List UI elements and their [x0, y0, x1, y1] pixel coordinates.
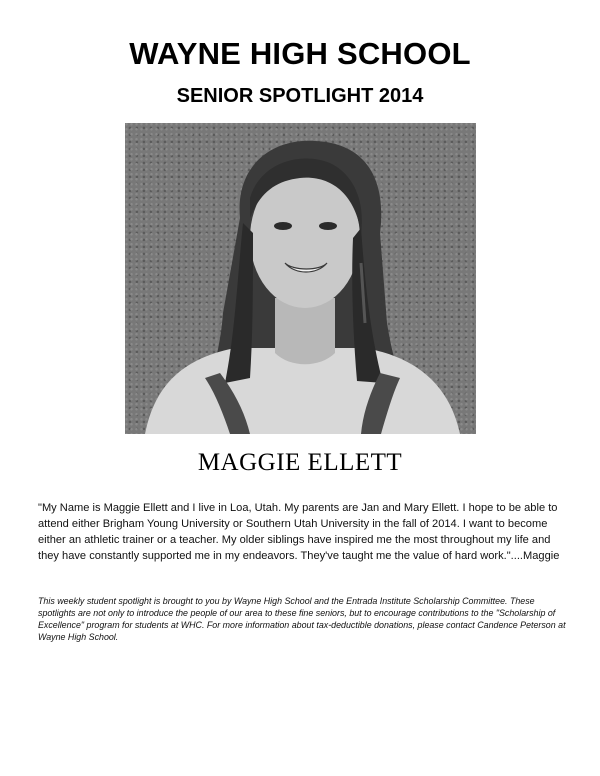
student-portrait-photo — [125, 123, 476, 434]
sponsor-note: This weekly student spotlight is brought to you by Wayne High School and the Entrada Institute Scholarship Committee. These spotlights are not only to introduce the people of our area to these fine seniors, but to encourage contributions to the "Scholarship of Excellence" program for students at WHC. For more information about tax-deductible donations, please contact Candence Peterson at Wayne High School. — [38, 596, 566, 642]
page-subtitle: SENIOR SPOTLIGHT 2014 — [176, 85, 424, 107]
student-name: MAGGIE ELLETT — [197, 449, 403, 476]
page-title: WAYNE HIGH SCHOOL — [129, 36, 471, 71]
student-quote: "My Name is Maggie Ellett and I live in Loa, Utah. My parents are Jan and Mary Ellett. I hope to be able to attend either Brigham Young University or Southern Utah University in the fall of 2014. I want to become either an athletic trainer or a teacher. My older siblings have inspired me the most throughout my life and they have constantly supported me in my endeavors. They've taught me the value of hard work."....Maggie — [38, 502, 560, 562]
